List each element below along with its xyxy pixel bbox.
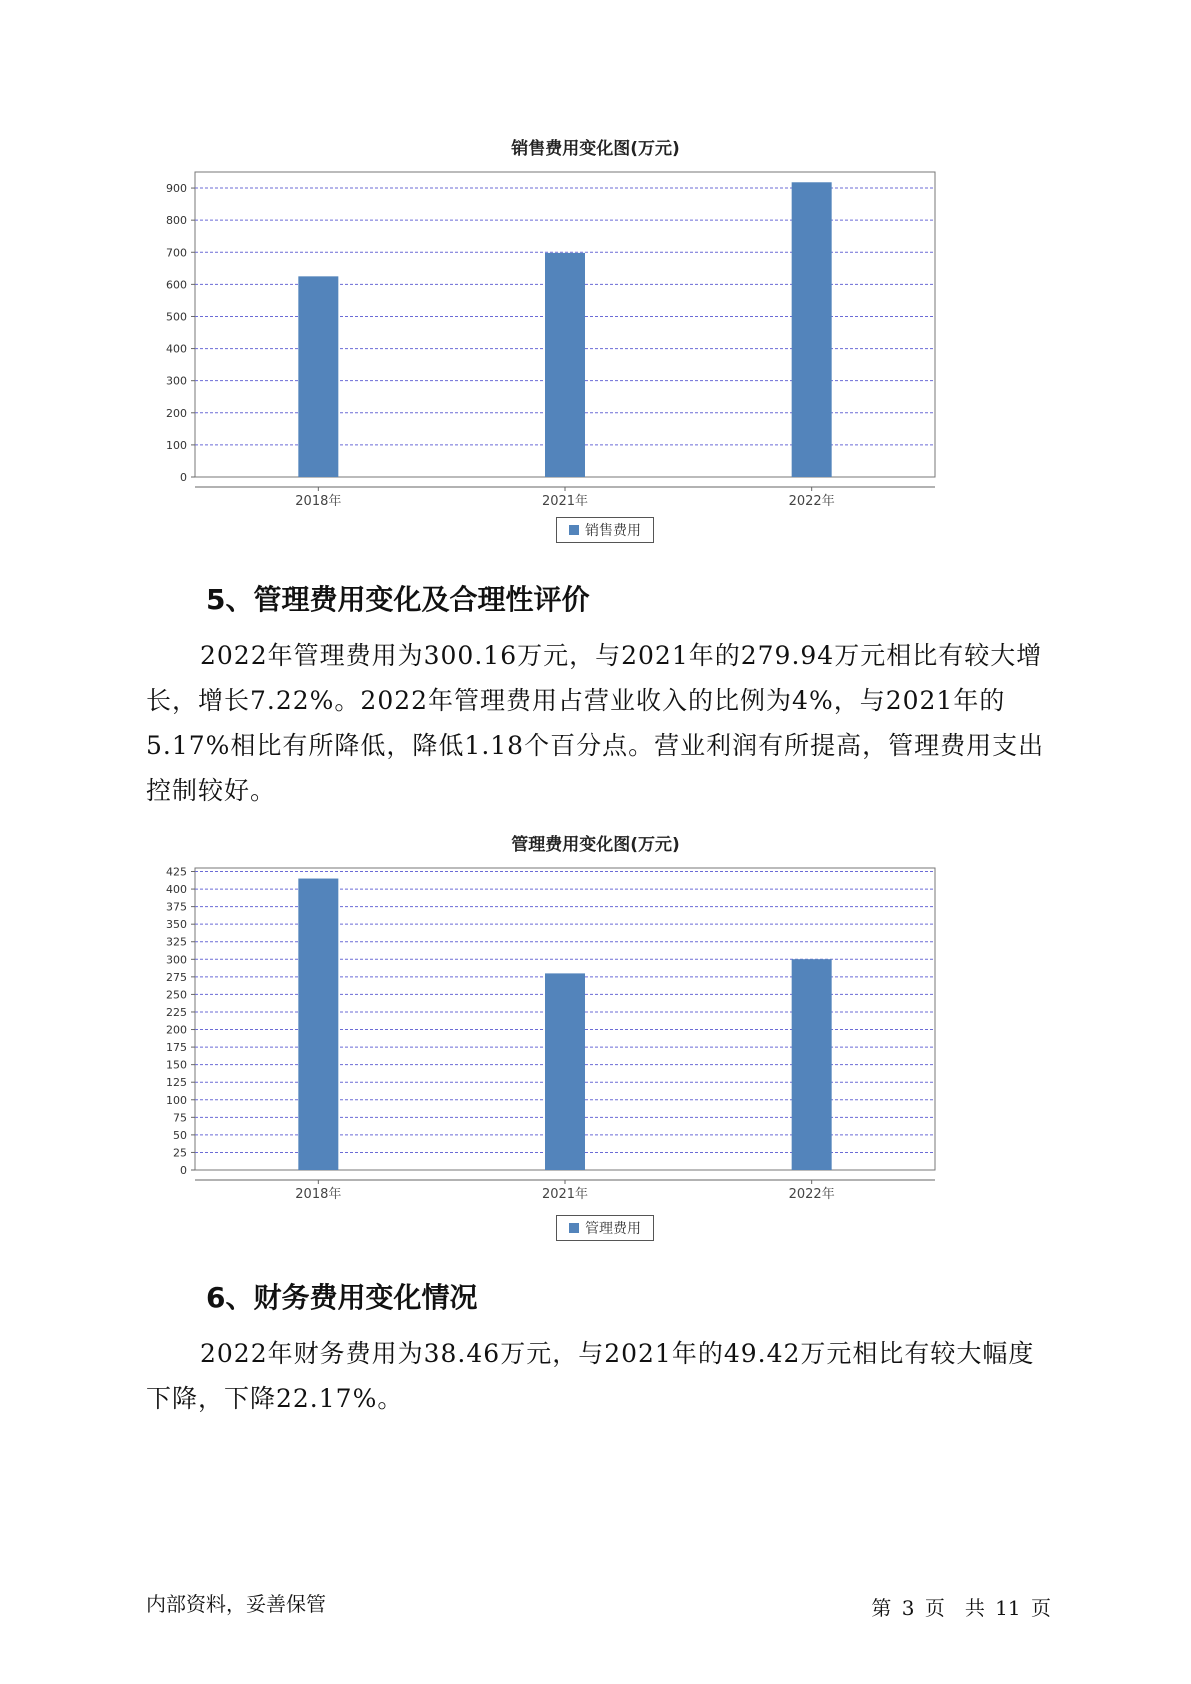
- y-tick-label: 600: [166, 278, 187, 292]
- y-tick-label: 50: [173, 1128, 187, 1142]
- x-tick-label: 2021年: [541, 494, 589, 506]
- y-tick-label: 275: [166, 970, 187, 984]
- y-tick-label: 250: [166, 988, 187, 1002]
- x-tick-label: 2022年: [788, 1187, 835, 1202]
- bar-2021年: [545, 973, 585, 1170]
- footer-confidential-note: 内部资料，妥善保管: [146, 1592, 326, 1616]
- section-6-paragraph: 2022年财务费用为38.46万元，与2021年的49.42万元相比有较大幅度下降，下降22.17%。: [146, 1339, 1035, 1413]
- admin-chart-legend: [556, 1215, 654, 1241]
- y-tick-label: 900: [166, 182, 187, 196]
- sales-chart-legend: [556, 517, 654, 543]
- x-tick-label: 2021年: [541, 1187, 589, 1202]
- bar-2022年: [792, 959, 832, 1170]
- sales-chart-title: 销售费用变化图(万元): [511, 139, 680, 159]
- footer-page-number: 第 3 页 共 11 页: [871, 1596, 1051, 1620]
- y-tick-label: 0: [180, 1164, 187, 1177]
- x-tick-label: 2018年: [295, 494, 342, 506]
- y-tick-label: 200: [166, 1023, 187, 1037]
- y-tick-label: 100: [166, 1093, 187, 1107]
- y-tick-label: 425: [166, 865, 187, 879]
- y-tick-label: 0: [180, 471, 187, 484]
- y-tick-label: 25: [173, 1146, 187, 1160]
- section-5-heading: 5、管理费用变化及合理性评价: [206, 583, 590, 616]
- admin-bar-chart: [150, 862, 1020, 1207]
- y-tick-label: 125: [166, 1076, 187, 1090]
- bar-2018年: [298, 276, 338, 477]
- y-tick-label: 225: [166, 1005, 187, 1019]
- y-tick-label: 700: [166, 246, 187, 260]
- section-6-heading: 6、财务费用变化情况: [206, 1281, 478, 1314]
- legend-swatch: [569, 525, 579, 535]
- y-tick-label: 400: [166, 342, 187, 356]
- y-tick-label: 500: [166, 310, 187, 324]
- y-tick-label: 100: [166, 438, 187, 452]
- y-tick-label: 300: [166, 953, 187, 967]
- bar-2021年: [545, 253, 585, 477]
- legend-label: 管理费用: [585, 1221, 641, 1237]
- bar-2022年: [792, 182, 832, 477]
- x-tick-label: 2022年: [788, 494, 835, 506]
- y-tick-label: 300: [166, 374, 187, 388]
- y-tick-label: 800: [166, 214, 187, 228]
- y-tick-label: 325: [166, 935, 187, 949]
- bar-2018年: [298, 879, 338, 1170]
- legend-label: 销售费用: [585, 523, 641, 539]
- section-5-paragraph: 2022年管理费用为300.16万元，与2021年的279.94万元相比有较大增长，增长7.22%。2022年管理费用占营业收入的比例为4%，与2021年的5.17%相比有所降低，降低1.18个百分点。营业利润有所提高，管理费用支出控制较好。: [146, 641, 1045, 805]
- y-tick-label: 200: [166, 406, 187, 420]
- y-tick-label: 350: [166, 918, 187, 932]
- sales-bar-chart: [150, 166, 1020, 506]
- y-tick-label: 175: [166, 1041, 187, 1055]
- x-tick-label: 2018年: [295, 1187, 342, 1202]
- admin-chart-title: 管理费用变化图(万元): [511, 835, 680, 855]
- legend-swatch: [569, 1223, 579, 1233]
- y-tick-label: 75: [173, 1111, 187, 1125]
- y-tick-label: 150: [166, 1058, 187, 1072]
- y-tick-label: 375: [166, 900, 187, 914]
- y-tick-label: 400: [166, 883, 187, 897]
